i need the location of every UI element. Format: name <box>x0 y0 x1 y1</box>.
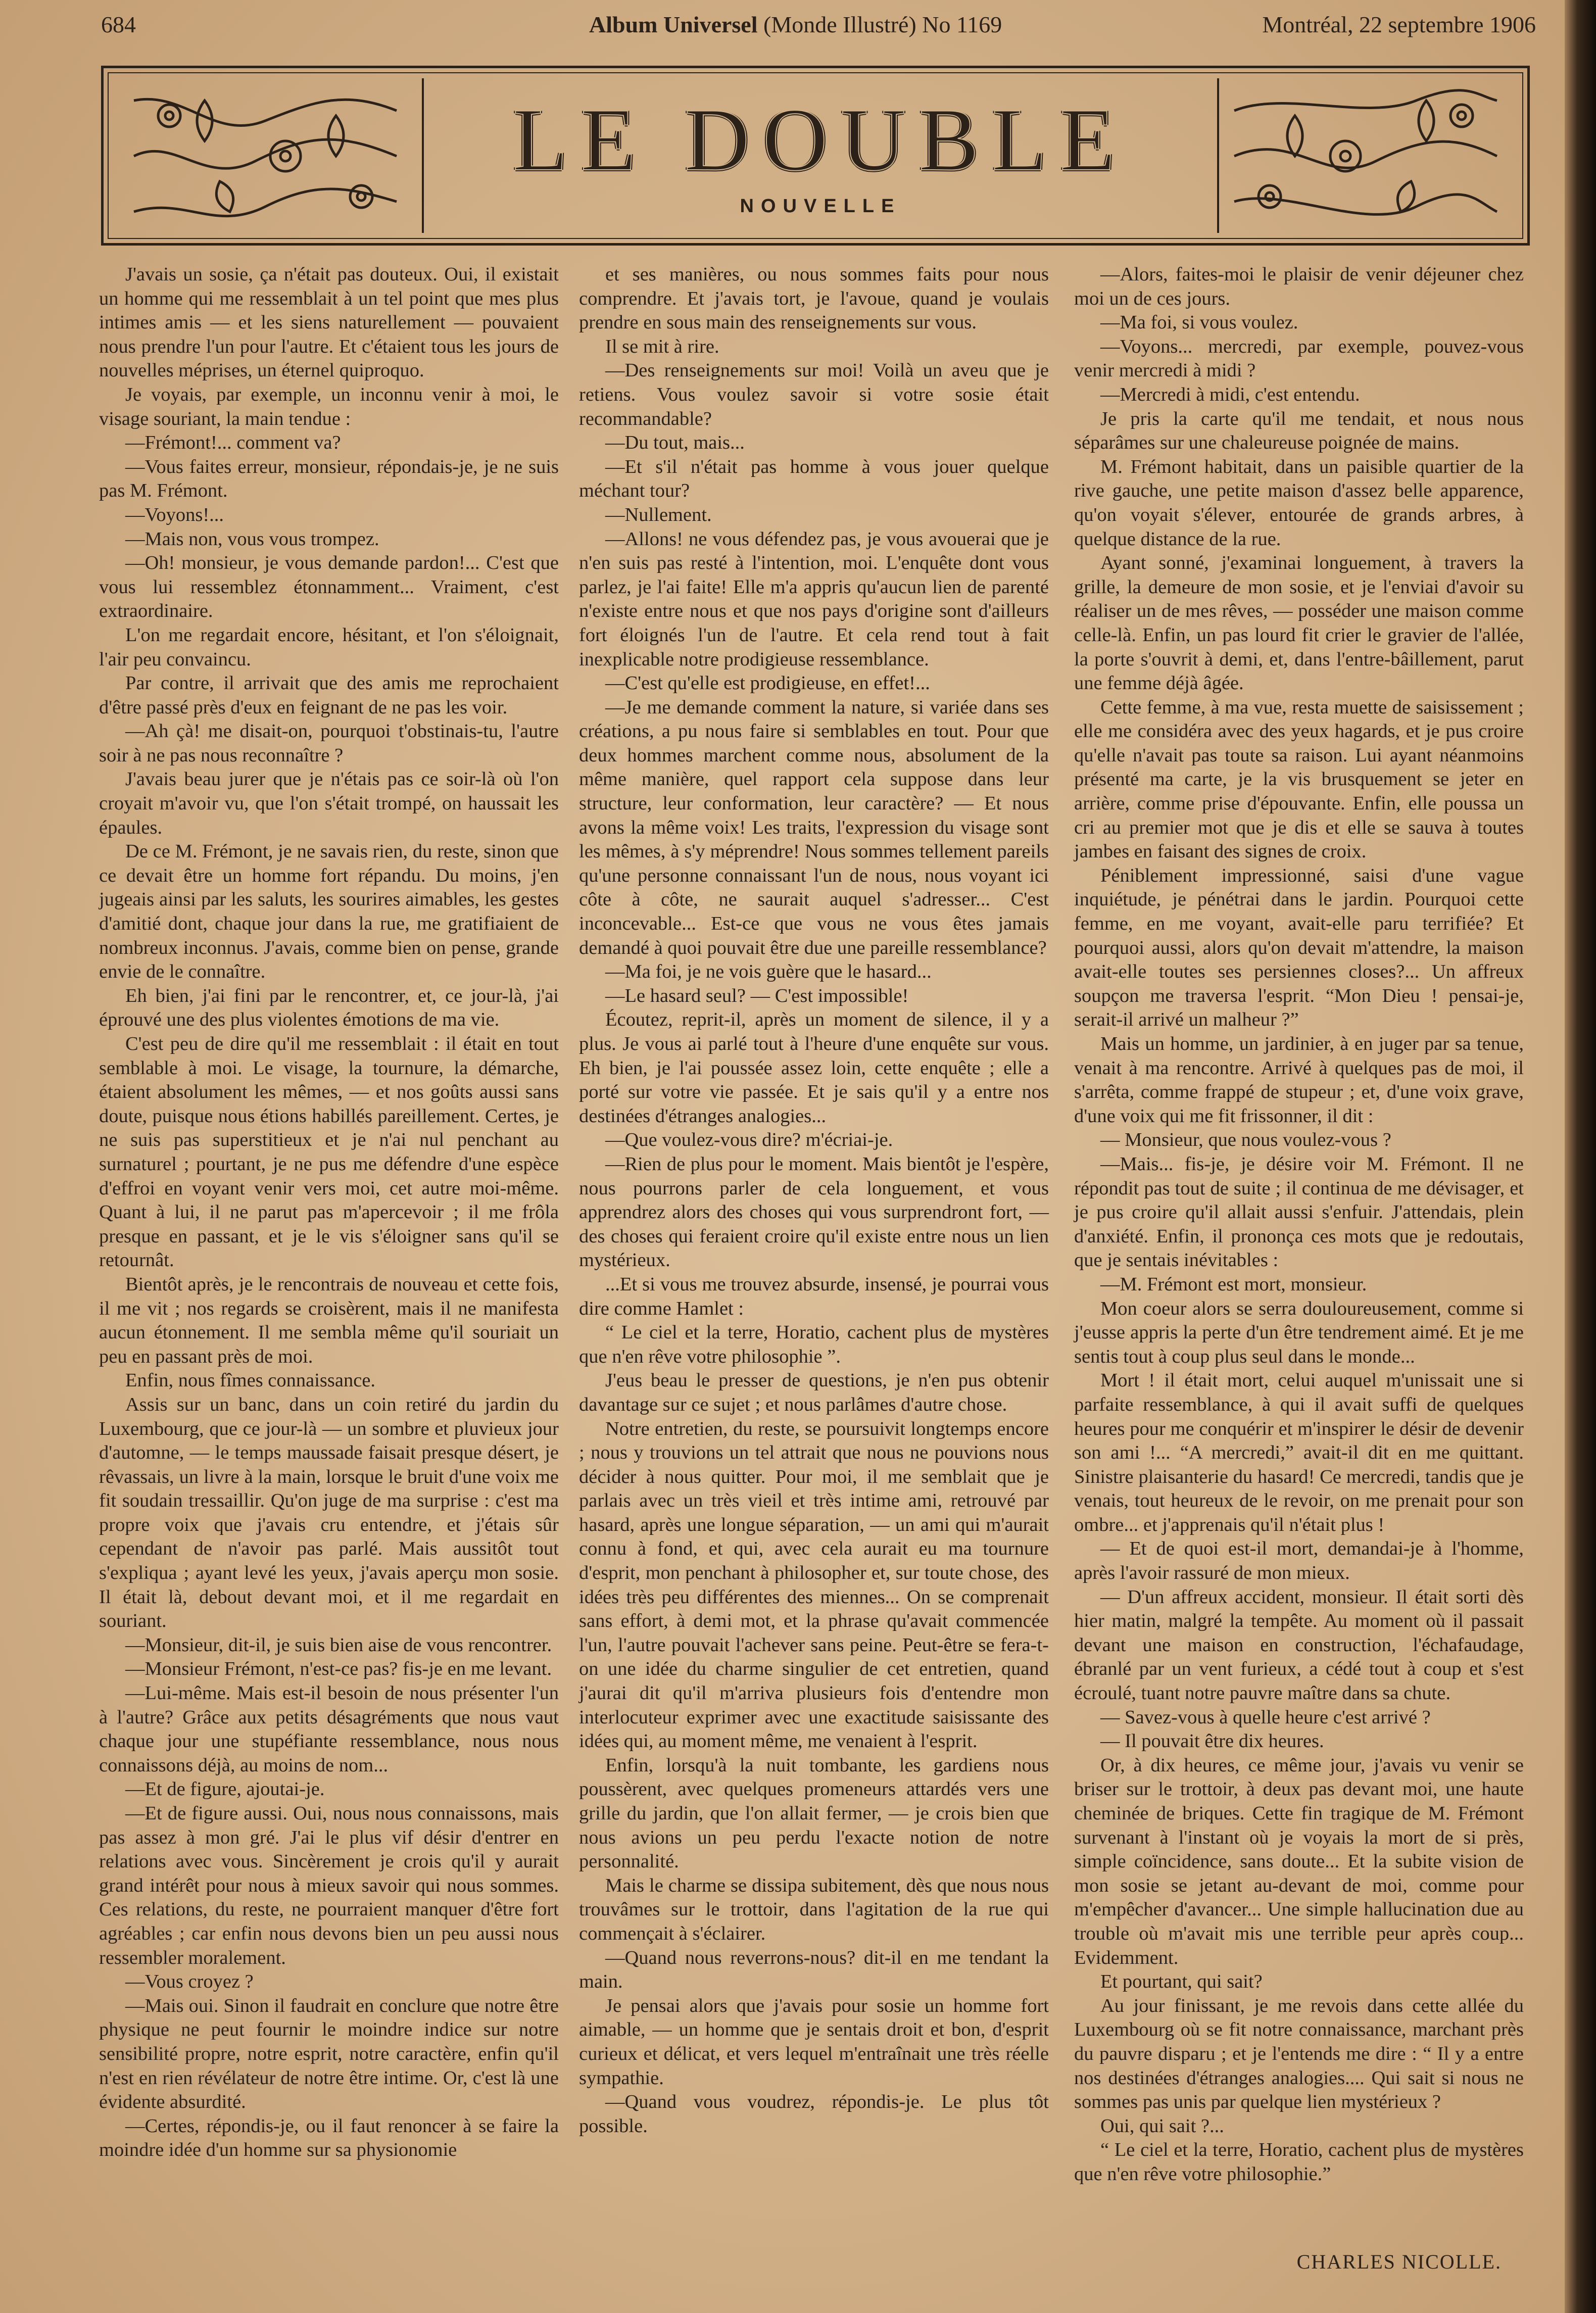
paragraph: Je pris la carte qu'il me tendait, et nous nous séparâmes sur une chaleureuse poignée de mains. <box>1074 408 1524 454</box>
paragraph: Mais le charme se dissipa subitement, dès que nous nous trouvâmes sur le trottoir, dans l'agitation de la rue qui commençait à s'éclairer. <box>579 1874 1049 1944</box>
paragraph: —Ma foi, je ne vois guère que le hasard... <box>605 961 932 983</box>
paragraph: —Le hasard seul? — C'est impossible! <box>605 985 909 1006</box>
paragraph: Il se mit à rire. <box>605 335 719 357</box>
paragraph: —Monsieur, dit-il, je suis bien aise de vous rencontrer. <box>125 1634 552 1656</box>
paragraph: Je pensai alors que j'avais pour sosie un homme fort aimable, — un homme que je sentais droit et bon, d'esprit curieux et délicat, et vers lequel m'entraînait une très réelle sympathie. <box>579 1995 1049 2089</box>
floral-ornament-left <box>124 80 407 232</box>
paragraph: De ce M. Frémont, je ne savais rien, du reste, sinon que ce devait être un homme fort répandu. Du moins, j'en jugeais ainsi par les saluts, les sourires aimables, les gestes d'amitié dont, chaque jour dans la rue, me gratifiaient de nombreux inconnus. J'avais, comme bien on pense, grande envie de le connaître. <box>99 841 559 983</box>
paragraph: Et pourtant, qui sait? <box>1100 1971 1263 1993</box>
paragraph: —Lui-même. Mais est-il besoin de nous présenter l'un à l'autre? Grâce aux petits désagréments que nous vaut chaque jour une stupéfiante ressemblance, nous nous connaissons déjà, au moins de nom... <box>99 1682 559 1776</box>
magazine-issue: (Monde Illustré) No 1169 <box>763 12 1002 37</box>
paragraph: Mort ! il était mort, celui auquel m'unissait une si parfaite ressemblance, à qui il avait suffi de quelques heures pour me conquérir et m'inspirer le désir de devenir son ami !... “A mercredi,” avait-il dit en me quittant. Sinistre plaisanterie du hasard! Ce mercredi, tandis que je venais, tout heureux de le revoir, on me prenait pour son ombre... et j'apprenais qu'il n'était plus ! <box>1074 1370 1524 1535</box>
paragraph: Cette femme, à ma vue, resta muette de saisissement ; elle me considéra avec des yeux hagards, et je pus croire qu'elle n'avait pas toute sa raison. Lui ayant néanmoins présenté ma carte, je la vis brusquement se jeter en arrière, comme prise d'épouvante. Enfin, elle poussa un cri au premier mot que je dis et elle se sauva à toutes jambes en faisant des signes de croix. <box>1074 696 1524 862</box>
article-column-1 <box>99 263 559 2162</box>
paragraph: Écoutez, reprit-il, après un moment de silence, il y a plus. Je vous ai parlé tout à l'heure d'une enquête sur vous. Eh bien, je l'ai poussée assez loin, cette enquête ; elle a porté sur votre vie passée. Et je sais qu'il y a entre nos destinées d'étranges analogies... <box>579 1009 1049 1127</box>
paragraph: —Je me demande comment la nature, si variée dans ses créations, a pu nous faire si semblables en tout. Pour que deux hommes marchent comme nous, absolument de la même manière, quel rapport cela suppose dans leur structure, leur conformation, leur caractère? — Et nous avons la même voix! Les traits, l'expression du visage sont les mêmes, à s'y méprendre! Nous sommes tellement pareils qu'une personne connaissant l'un de nous, nous voyant ici côte à côte, ne saurait auquel s'adresser... C'est inconcevable... Est-ce que vous ne vous êtes jamais demandé à quoi pouvait être due une pareille ressemblance? <box>579 696 1049 958</box>
article-body <box>99 263 1524 2274</box>
paragraph: L'on me regardait encore, hésitant, et l'on s'éloignait, l'air peu convaincu. <box>99 624 559 670</box>
paragraph: “ Le ciel et la terre, Horatio, cachent plus de mystères que n'en rêve votre philosophie.” <box>1074 2139 1524 2185</box>
paragraph: J'eus beau le presser de questions, je n'en pus obtenir davantage sur ce sujet ; et nous parlâmes d'autre chose. <box>579 1370 1049 1415</box>
paragraph: —Vous croyez ? <box>125 1971 254 1993</box>
paragraph: —Vous faites erreur, monsieur, répondais-je, je ne suis pas M. Frémont. <box>99 456 559 502</box>
paragraph: Or, à dix heures, ce même jour, j'avais vu venir se briser sur le trottoir, à deux pas devant moi, une haute cheminée de briques. Cette fin tragique de M. Frémont survenant à l'instant où je voyais la mort de si près, simple coïncidence, sans doute... Et la subite vision de mon sosie se jetant au-devant de moi, comme pour m'empêcher d'avancer... Une simple hallucination due au trouble où m'avait mis une terrible peur après coup... Evidemment. <box>1074 1754 1524 1968</box>
paragraph: —Et de figure, ajoutai-je. <box>125 1778 325 1800</box>
floral-ornament-right <box>1224 80 1507 232</box>
paragraph: —Monsieur Frémont, n'est-ce pas? fis-je en me levant. <box>125 1658 552 1680</box>
story-title: LE DOUBLE <box>513 89 1128 189</box>
paragraph: —Oh! monsieur, je vous demande pardon!... C'est que vous lui ressemblez étonnamment... Vraiment, c'est extraordinaire. <box>99 552 559 622</box>
paragraph: —Du tout, mais... <box>605 432 745 454</box>
paragraph: — Il pouvait être dix heures. <box>1100 1730 1324 1752</box>
paragraph: Au jour finissant, je me revois dans cette allée du Luxembourg où se fit notre connaissance, marchant près du pauvre disparu ; et je l'entends me dire : “ Il y a entre nos destinées d'étranges analogies.... Qui sait si nous ne sommes pas unis par quelque lien mystérieux ? <box>1074 1995 1524 2113</box>
paragraph: —Voyons... mercredi, par exemple, pouvez-vous venir mercredi à midi ? <box>1074 335 1524 381</box>
paragraph: Enfin, nous fîmes connaissance. <box>125 1370 376 1391</box>
paragraph: C'est peu de dire qu'il me ressemblait : il était en tout semblable à moi. Le visage, la tournure, la démarche, étaient absolument les mêmes, — et nos goûts aussi sans doute, puisque nous étions habillés pareillement. Certes, je ne suis pas superstitieux et je n'ai nul penchant au surnaturel ; pourtant, je ne pus me défendre d'une espèce d'effroi en voyant venir vers moi, cet autre moi-même. Quant à lui, il ne parut pas m'apercevoir ; il me frôla presque en passant, et je le vis s'éloigner sans qu'il se retournât. <box>99 1033 559 1271</box>
paragraph: —Et s'il n'était pas homme à vous jouer quelque méchant tour? <box>579 456 1049 502</box>
paragraph: Bientôt après, je le rencontrais de nouveau et cette fois, il me vit ; nos regards se croisèrent, mais il ne manifesta aucun étonnement. Il me sembla même qu'il souriait un peu en passant près de moi. <box>99 1273 559 1367</box>
paragraph: — Et de quoi est-il mort, demandai-je à l'homme, après l'avoir rassuré de mon mieux. <box>1074 1538 1524 1584</box>
running-header <box>101 7 1536 42</box>
paragraph: —Allons! ne vous défendez pas, je vous avouerai que je n'en suis pas resté à l'intention, moi. L'enquête dont vous parlez, je l'ai faite! Elle m'a appris qu'aucun lien de parenté n'existe entre nous et que nos pays d'origine sont d'ailleurs fort éloignés l'un de l'autre. Et cela rend tout à fait inexplicable notre prodigieuse ressemblance. <box>579 528 1049 670</box>
paragraph: “ Le ciel et la terre, Horatio, cachent plus de mystères que n'en rêve votre philosophie ”. <box>579 1322 1049 1367</box>
paragraph: —Ma foi, si vous voulez. <box>1100 312 1298 333</box>
page-binding-shadow <box>1565 0 1596 2313</box>
article-column-3 <box>1074 263 1524 2187</box>
dateline: Montréal, 22 septembre 1906 <box>1262 12 1536 37</box>
title-panel <box>422 78 1219 233</box>
paragraph: —Voyons!... <box>125 504 224 525</box>
paragraph: ...Et si vous me trouvez absurde, insensé, je pourrai vous dire comme Hamlet : <box>579 1273 1049 1319</box>
paragraph: —Que voulez-vous dire? m'écriai-je. <box>605 1129 893 1151</box>
paragraph: —Des renseignements sur moi! Voilà un aveu que je retiens. Vous voulez savoir si votre sosie était recommandable? <box>579 360 1049 429</box>
paragraph: —Ah çà! me disait-on, pourquoi t'obstinais-tu, l'autre soir à ne pas nous reconnaître ? <box>99 720 559 766</box>
paragraph: et ses manières, ou nous sommes faits pour nous comprendre. Et j'avais tort, je l'avoue, quand je voulais prendre en sous main des renseignements sur vous. <box>579 264 1049 333</box>
paragraph: J'avais beau jurer que je n'étais pas ce soir-là où l'on croyait m'avoir vu, que l'on s'était trompé, on haussait les épaules. <box>99 768 559 838</box>
paragraph: M. Frémont habitait, dans un paisible quartier de la rive gauche, une petite maison d'assez belle apparence, qu'on voyait s'élever, entourée de grands arbres, à quelque distance de la rue. <box>1074 456 1524 550</box>
paragraph: —Rien de plus pour le moment. Mais bientôt je l'espère, nous pourrons parler de cela longuement, et vous apprendrez alors des choses qui vous surprendront fort, — des choses qui feraient croire qu'il existe entre nous un lien mystérieux. <box>579 1153 1049 1271</box>
paragraph: Eh bien, j'ai fini par le rencontrer, et, ce jour-là, j'ai éprouvé une des plus violentes émotions de ma vie. <box>99 985 559 1031</box>
paragraph: —Alors, faites-moi le plaisir de venir déjeuner chez moi un de ces jours. <box>1074 264 1524 309</box>
magazine-name: Album Universel <box>589 12 758 37</box>
story-subtitle: NOUVELLE <box>740 196 901 217</box>
paragraph: —Mais non, vous vous trompez. <box>125 528 379 550</box>
article-column-2 <box>579 263 1049 2138</box>
paragraph: —Certes, répondis-je, ou il faut renoncer à se faire la moindre idée d'un homme sur sa physionomie <box>99 2115 559 2161</box>
paragraph: —Quand nous reverrons-nous? dit-il en me tendant la main. <box>579 1947 1049 1993</box>
paragraph: Assis sur un banc, dans un coin retiré du jardin du Luxembourg, que ce jour-là — un sombre et pluvieux jour d'automne, — le temps maussade faisait presque désert, je rêvassais, un livre à la main, lorsque le bruit d'une voix me fit soudain tressaillir. Qu'on juge de ma surprise : c'est ma propre voix que j'avais cru entendre, et j'étais sûr cependant de n'avoir pas parlé. Mais aussitôt tout s'expliqua ; ayant levé les yeux, j'avais aperçu mon sosie. Il était là, debout devant moi, et il me regardait en souriant. <box>99 1393 559 1632</box>
paragraph: Enfin, lorsqu'à la nuit tombante, les gardiens nous poussèrent, avec quelques promeneurs attardés vers une grille du jardin, que l'on allait fermer, — je crois bien que nous avions un peu perdu l'exacte notion de notre personnalité. <box>579 1754 1049 1872</box>
paragraph: —M. Frémont est mort, monsieur. <box>1100 1273 1367 1295</box>
paragraph: —Mais oui. Sinon il faudrait en conclure que notre être physique ne peut fournir le moindre indice sur notre sensibilité propre, notre esprit, notre caractère, enfin qu'il n'est en rien révélateur de notre être intime. Or, c'est là une évidente absurdité. <box>99 1995 559 2113</box>
paragraph: Mon coeur alors se serra douloureusement, comme si j'eusse appris la perte d'un être tendrement aimé. Et je me sentis tout à coup plus seul dans le monde... <box>1074 1297 1524 1367</box>
paragraph: — D'un affreux accident, monsieur. Il était sorti dès hier matin, malgré la tempête. Au moment où il passait devant une maison en construction, l'échafaudage, ébranlé par un vent furieux, a cédé tout à coup et s'est écroulé, tuant notre pauvre maître dans sa chute. <box>1074 1586 1524 1704</box>
paragraph: —Mercredi à midi, c'est entendu. <box>1100 383 1360 405</box>
paragraph: J'avais un sosie, ça n'était pas douteux. Oui, il existait un homme qui me ressemblait à un tel point que mes plus intimes amis — et les siens naturellement — pouvaient nous prendre l'un pour l'autre. Et c'étaient tous les jours de nouvelles méprises, un éternel quiproquo. <box>99 264 559 381</box>
paragraph: —Quand vous voudrez, répondis-je. Le plus tôt possible. <box>579 2091 1049 2137</box>
page-number: 684 <box>101 12 136 37</box>
paragraph: Oui, qui sait ?... <box>1100 2115 1224 2137</box>
paragraph: — Savez-vous à quelle heure c'est arrivé ? <box>1100 1706 1431 1728</box>
title-banner <box>101 66 1530 246</box>
paragraph: —C'est qu'elle est prodigieuse, en effet!... <box>605 672 930 694</box>
paragraph: —Mais... fis-je, je désire voir M. Frémont. Il ne répondit pas tout de suite ; il continua de me dévisager, et je pus croire qu'il allait aussi s'enfuir. J'attendais, plein d'anxiété. Enfin, il prononça ces mots que je redoutais, que je sentais inévitables : <box>1074 1153 1524 1271</box>
paragraph: Mais un homme, un jardinier, à en juger par sa tenue, venait à ma rencontre. Arrivé à quelques pas de moi, il s'arrêta, comme frappé de stupeur ; et, d'une voix grave, d'une voix qui me fit frissonner, il dit : <box>1074 1033 1524 1127</box>
paragraph: Ayant sonné, j'examinai longuement, à travers la grille, la demeure de mon sosie, et je l'enviai d'avoir su réaliser un de mes rêves, — posséder une maison comme celle-là. Enfin, un pas lourd fit crier le gravier de l'allée, la porte s'ouvrit à demi, et, dans l'entre-bâillement, parut une femme déjà âgée. <box>1074 552 1524 694</box>
paragraph: —Frémont!... comment va? <box>125 432 341 454</box>
paragraph: Péniblement impressionné, saisi d'une vague inquiétude, je pénétrai dans le jardin. Pourquoi cette femme, en me voyant, avait-elle paru terrifiée? Et pourquoi aussi, alors qu'on devait m'attendre, la maison avait-elle toutes ses persiennes closes?... Un affreux soupçon me traversa l'esprit. “Mon Dieu ! pensai-je, serait-il arrivé un malheur ?” <box>1074 864 1524 1031</box>
paragraph: Je voyais, par exemple, un inconnu venir à moi, le visage souriant, la main tendue : <box>99 383 559 429</box>
paragraph: Notre entretien, du reste, se poursuivit longtemps encore ; nous y trouvions un tel attrait que nous ne pouvions nous décider à nous quitter. Pour moi, il me semblait que je parlais avec un très vieil et très intime ami, retrouvé par hasard, après une longue séparation, — un ami qui m'aurait connu à fond, et qui, avec cela aurait eu ma tournure d'esprit, mon penchant à philosopher et, sur toute chose, des idées très peu différentes des miennes... On se comprenait sans effort, à demi mot, et la phrase qu'avait commencée l'un, l'autre pouvait l'achever sans peine. Peut-être se fera-t-on une idée du charme singulier de cet entretien, quand j'aurai dit qu'il m'arriva plusieurs fois d'entendre mon interlocuteur exprimer avec une exactitude saisissante des idées qui, au moment même, me venaient à l'esprit. <box>579 1418 1049 1752</box>
magazine-title <box>589 7 1002 42</box>
paragraph: — Monsieur, que nous voulez-vous ? <box>1100 1129 1391 1151</box>
paragraph: —Et de figure aussi. Oui, nous nous connaissons, mais pas assez à mon gré. J'ai le plus vif désir d'entrer en relations avec vous. Sincèrement je crois qu'il y aurait grand intérêt pour nous à mieux savoir qui nous sommes. Ces relations, du reste, ne pourraient manquer d'être fort agréables ; car enfin nous devons bien un peu aussi nous ressembler moralement. <box>99 1803 559 1968</box>
author-signature: CHARLES NICOLLE. <box>1296 2250 1502 2273</box>
paragraph: —Nullement. <box>605 504 712 525</box>
paragraph: Par contre, il arrivait que des amis me reprochaient d'être passé près d'eux en feignant de ne pas les voir. <box>99 672 559 718</box>
